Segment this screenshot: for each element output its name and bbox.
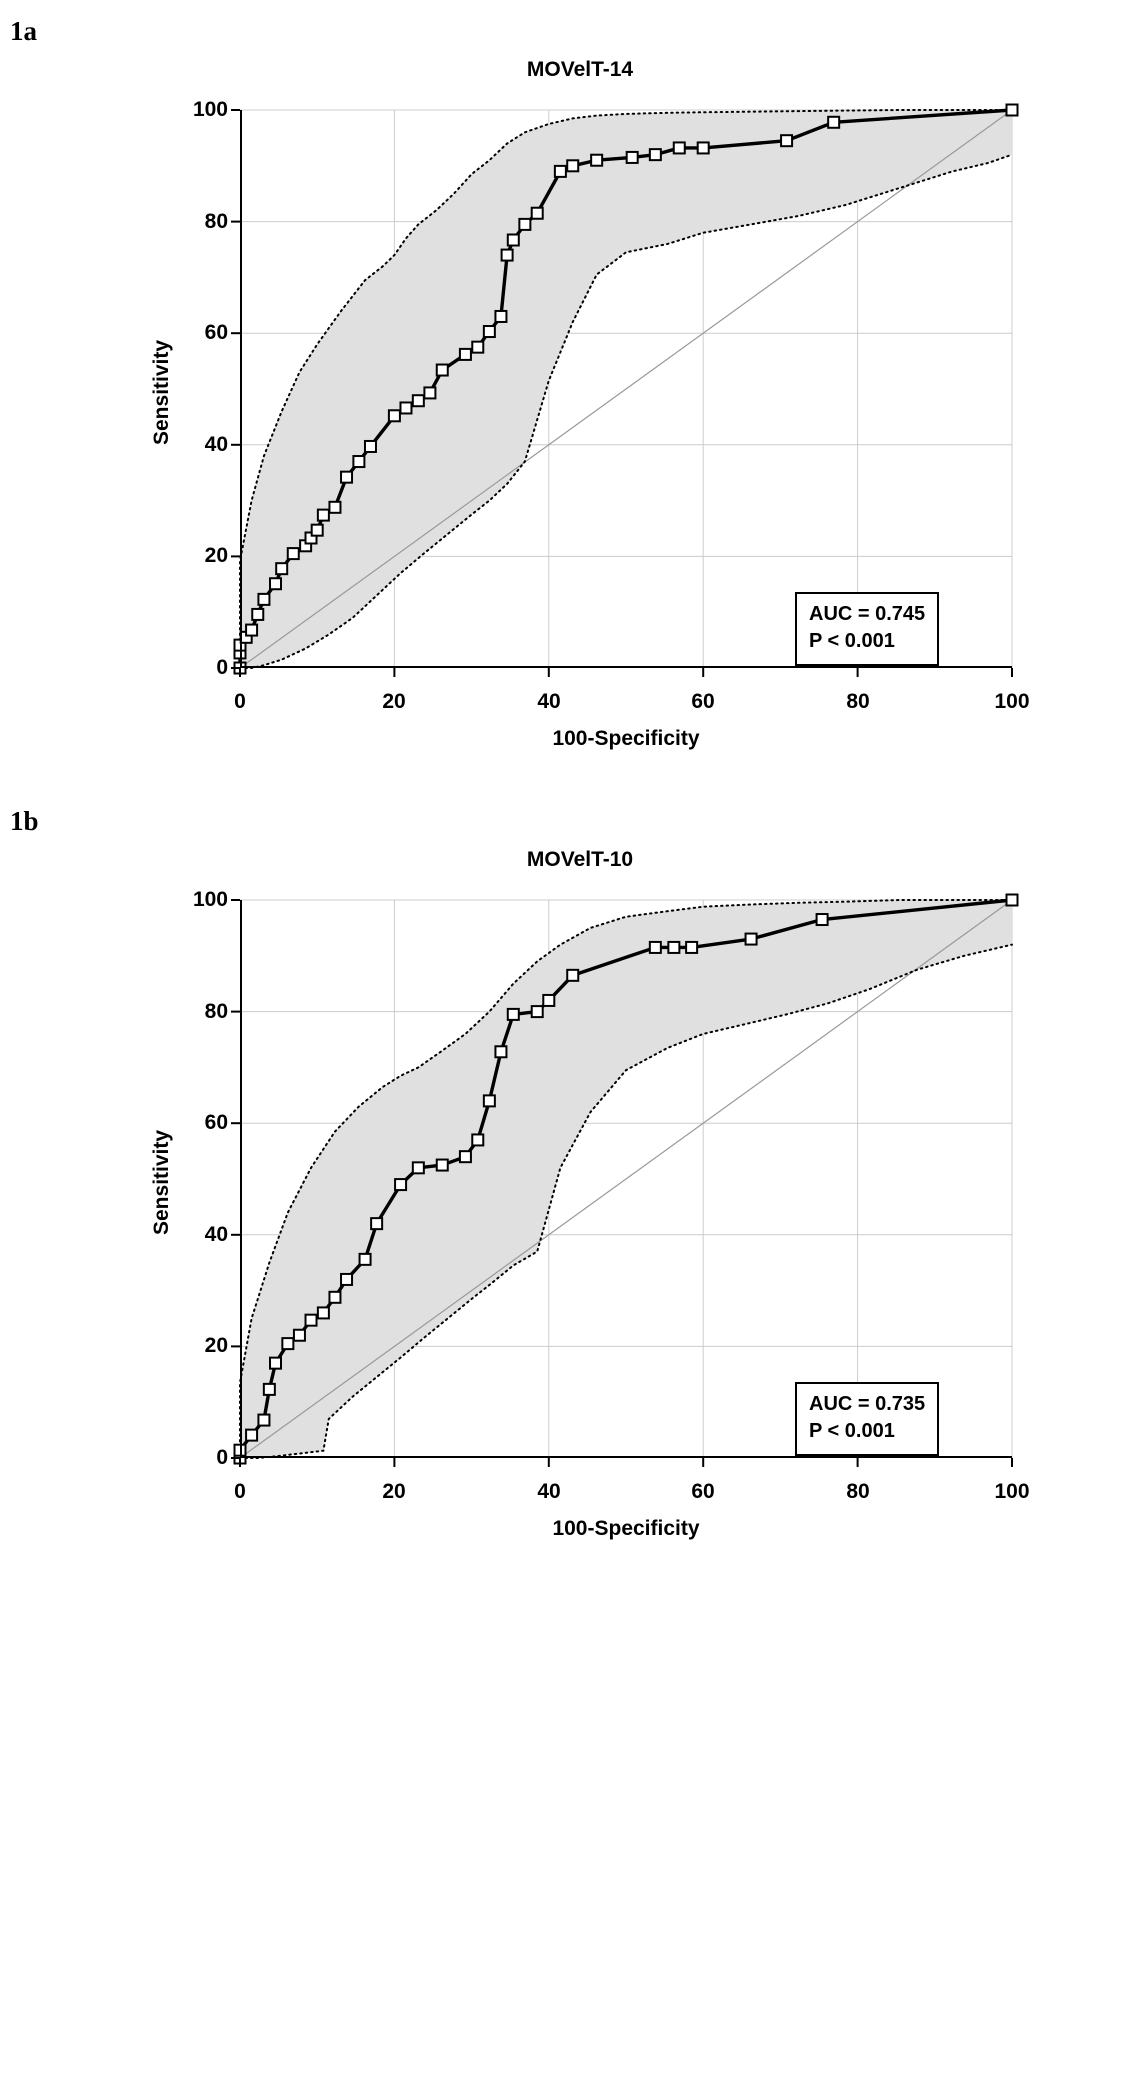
roc-chart-1b (0, 790, 1141, 1580)
ytick-label: 20 (204, 1334, 228, 1357)
ytick-label: 0 (216, 1446, 228, 1469)
y-axis-line (240, 900, 242, 1458)
chart-title-1a: MOVelT-14 (526, 58, 634, 81)
x-axis-title: 100-Specificity (552, 1517, 700, 1540)
xtick-label: 20 (382, 1480, 406, 1503)
y-axis-line (240, 110, 242, 668)
stats-box-1a (795, 592, 939, 666)
stats-box-1b (795, 1382, 939, 1456)
ytick-label: 100 (192, 888, 228, 911)
plot-svg-1a (240, 110, 1012, 668)
panel-label-1b: 1b (10, 806, 39, 836)
x-axis-line (240, 666, 1012, 668)
auc-value: AUC = 0.735 (809, 1393, 926, 1415)
xtick-label: 100 (994, 1480, 1030, 1503)
plot-svg-1b (240, 900, 1012, 1458)
xtick-label: 60 (691, 690, 715, 713)
roc-chart-1a (0, 0, 1141, 790)
ytick-label: 0 (216, 656, 228, 679)
xtick-label: 80 (846, 1480, 870, 1503)
ytick-label: 20 (204, 544, 228, 567)
ytick-label: 60 (204, 321, 228, 344)
p-value: P < 0.001 (809, 1420, 895, 1442)
xtick-label: 40 (537, 1480, 561, 1503)
chart-title-1b: MOVelT-10 (526, 848, 634, 871)
x-axis-line (240, 1456, 1012, 1458)
xtick-label: 20 (382, 690, 406, 713)
xtick-label: 60 (691, 1480, 715, 1503)
y-axis-title: Sensitivity (150, 339, 173, 445)
ytick-label: 60 (204, 1111, 228, 1134)
xtick-label: 80 (846, 690, 870, 713)
ytick-label: 40 (204, 1223, 228, 1246)
xtick-label: 0 (234, 690, 246, 713)
y-axis-title: Sensitivity (150, 1129, 173, 1235)
x-axis-title: 100-Specificity (552, 727, 700, 750)
ytick-label: 80 (204, 210, 228, 233)
p-value: P < 0.001 (809, 630, 895, 652)
xtick-label: 0 (234, 1480, 246, 1503)
xtick-label: 100 (994, 690, 1030, 713)
plot-area-1a (240, 110, 1012, 668)
panel-label-1a: 1a (10, 16, 37, 46)
auc-value: AUC = 0.745 (809, 603, 926, 625)
ytick-label: 100 (192, 98, 228, 121)
ytick-label: 80 (204, 1000, 228, 1023)
ytick-label: 40 (204, 433, 228, 456)
plot-area-1b (240, 900, 1012, 1458)
xtick-label: 40 (537, 690, 561, 713)
